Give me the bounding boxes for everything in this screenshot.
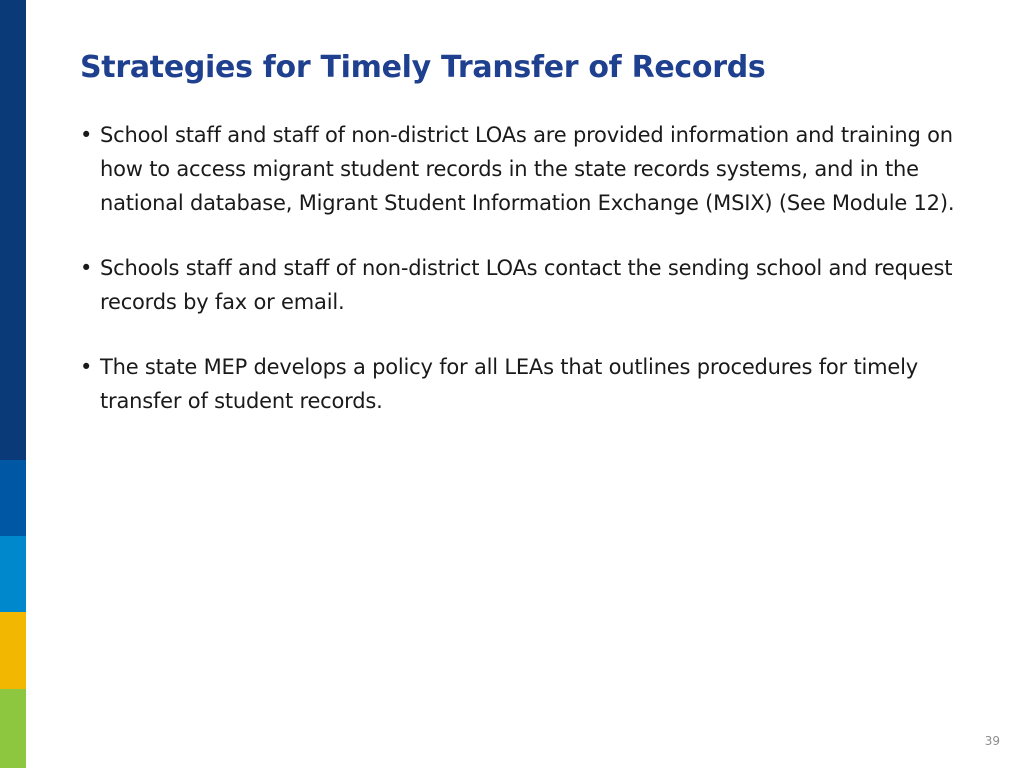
bullet-list — [80, 118, 960, 449]
side-bar-segment-light-blue — [0, 536, 26, 612]
bullet-text: Schools staff and staff of non-district LOAs contact the sending school and request records by fax or email. — [100, 256, 953, 314]
slide-title: Strategies for Timely Transfer of Records — [80, 50, 766, 85]
side-bar-segment-blue — [0, 460, 26, 536]
bullet-item — [80, 251, 960, 319]
side-color-bar — [0, 0, 26, 768]
side-bar-segment-yellow — [0, 612, 26, 689]
bullet-text: School staff and staff of non-district LOAs are provided information and training on how to access migrant student records in the state records systems, and in the national database, Migrant Student Information Exchange (MSIX) (See Module 12). — [100, 123, 955, 215]
bullet-marker: • — [80, 256, 93, 280]
side-bar-segment-green — [0, 689, 26, 768]
side-bar-segment-navy — [0, 0, 26, 460]
bullet-item — [80, 350, 960, 418]
page-number: 39 — [984, 734, 1000, 748]
bullet-marker: • — [80, 123, 93, 147]
bullet-marker: • — [80, 355, 93, 379]
bullet-text: The state MEP develops a policy for all LEAs that outlines procedures for timely transfer of student records. — [100, 355, 918, 413]
bullet-item — [80, 118, 960, 220]
